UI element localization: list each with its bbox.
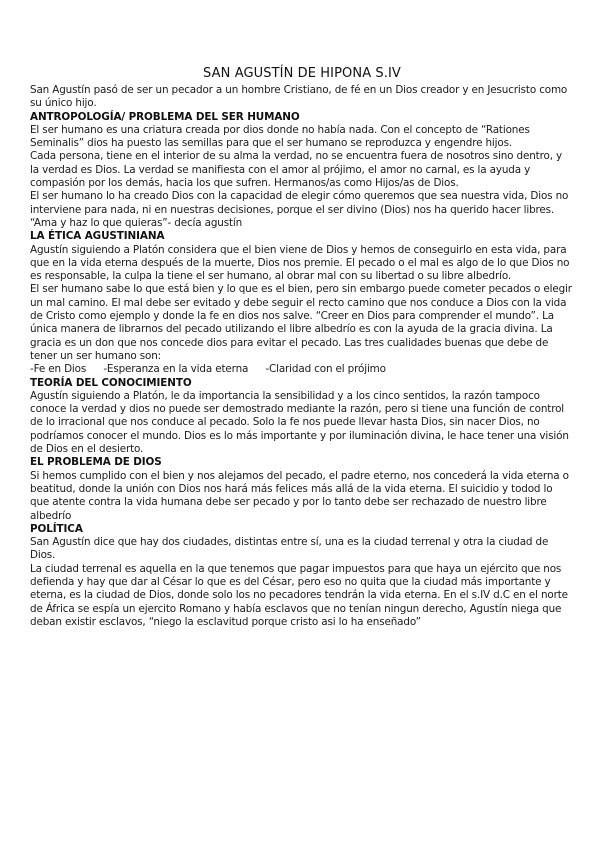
section-heading-antropologia: ANTROPOLOGÍA/ PROBLEMA DEL SER HUMANO bbox=[30, 110, 300, 123]
section-heading-politica: POLÍTICA bbox=[30, 522, 83, 535]
section-heading-teoria: TEORÍA DEL CONOCIMIENTO bbox=[30, 376, 192, 389]
section-heading-problema-dios: EL PROBLEMA DE DIOS bbox=[30, 456, 162, 469]
quality-item: -Claridad con el prójimo bbox=[265, 363, 386, 376]
paragraph: Si hemos cumplido con el bien y nos alejamos del pecado, el padre eterno, nos concederá la vida eterna o beatitud, donde la unión con Dios nos hará más felices más allá de la vida eterna. El suicidio y todod lo que atente contra la vida humana debe ser pecado y por lo tanto debe ser rechazado de nuestro libre albedrío bbox=[30, 469, 569, 522]
quality-item: -Esperanza en la vida eterna bbox=[103, 363, 249, 376]
quality-item: -Fe en Dios bbox=[30, 363, 87, 376]
qualities-line bbox=[30, 363, 574, 376]
paragraph: Agustín siguiendo a Platón considera que el bien viene de Dios y hemos de conseguirlo en esta vida, para que en la vida eterna después de la muerte, Dios nos premie. El pecado o el mal es algo de lo que Dios no es responsable, la culpa la tiene el ser humano, al obrar mal con su libertad o su libre albedrío. bbox=[30, 243, 570, 283]
section-heading-etica: LA ÉTICA AGUSTINIANA bbox=[30, 230, 165, 243]
paragraph: Cada persona, tiene en el interior de su alma la verdad, no se encuentra fuera de nosotros sino dentro, y la verdad es Dios. La verdad se manifiesta con el amor al prójimo, el amor no carnal, es la ayuda y compasión por los demás, hacia los que sufren. Hermanos/as como Hijos/as de Dios. bbox=[30, 150, 562, 190]
paragraph: San Agustín dice que hay dos ciudades, distintas entre sí, una es la ciudad terrenal y otra la ciudad de Dios. bbox=[30, 536, 549, 562]
paragraph: La ciudad terrenal es aquella en la que tenemos que pagar impuestos para que haya un ejército que nos defienda y hay que dar al César lo que es del César, pero eso no quita que la ciudad más importante y eterna, es la ciudad de Dios, donde solo los no pecadores tendrán la vida eterna. En el s.IV d.C en el norte de África se espía un ejercito Romano y había esclavos que no tenían ningun derecho, Agustín niega que deban existir esclavos, “niego la esclavitud porque cristo asi lo ha enseñado” bbox=[30, 562, 568, 628]
paragraph: El ser humano es una criatura creada por dios donde no había nada. Con el concepto de “Rationes Seminalis” dios ha puesto las semillas para que el ser humano se reproduzca y engendre hijos. bbox=[30, 123, 530, 150]
page-title: SAN AGUSTÍN DE HIPONA S.IV bbox=[203, 66, 401, 81]
paragraph: El ser humano sabe lo que está bien y lo que es el bien, pero sin embargo puede cometer pecados o elegir un mal camino. El mal debe ser evitado y debe seguir el recto camino que nos conduce a Dios con la vida de Cristo como ejemplo y donde la fe en dios nos salve. “Creer en Dios para comprender el mundo”. La única manera de librarnos del pecado utilizando el libre albedrío es con la ayuda de la gracia divina. La gracia es un don que nos concede dios para evitar el pecado. Las tres cualidades buenas que debe de tener un ser humano son: bbox=[30, 283, 572, 362]
paragraph: Agustín siguiendo a Platón, le da importancia la sensibilidad y a los cinco sentidos, la razón tampoco conoce la verdad y dios no puede ser demostrado mediante la razón, pero si tiene una función de control de lo irracional que nos conduce al pecado. Solo la fe nos puede llevar hasta Dios, sin nacer Dios, no podríamos conocer el mundo. Dios es lo más importante y por iluminación divina, le hace tener una visión de Dios en el desierto. bbox=[30, 389, 569, 456]
intro-paragraph: San Agustín pasó de ser un pecador a un hombre Cristiano, de fé en un Dios creador y en Jesucristo como su único hijo. bbox=[30, 84, 568, 110]
paragraph: El ser humano lo ha creado Dios con la capacidad de elegir cómo queremos que sea nuestra vida, Dios no interviene para nada, ni en nuestras decisiones, porque el ser divino (Dios) nos ha querido hacer libres. “Ama y haz lo que quieras”- decía agustín bbox=[30, 190, 569, 229]
